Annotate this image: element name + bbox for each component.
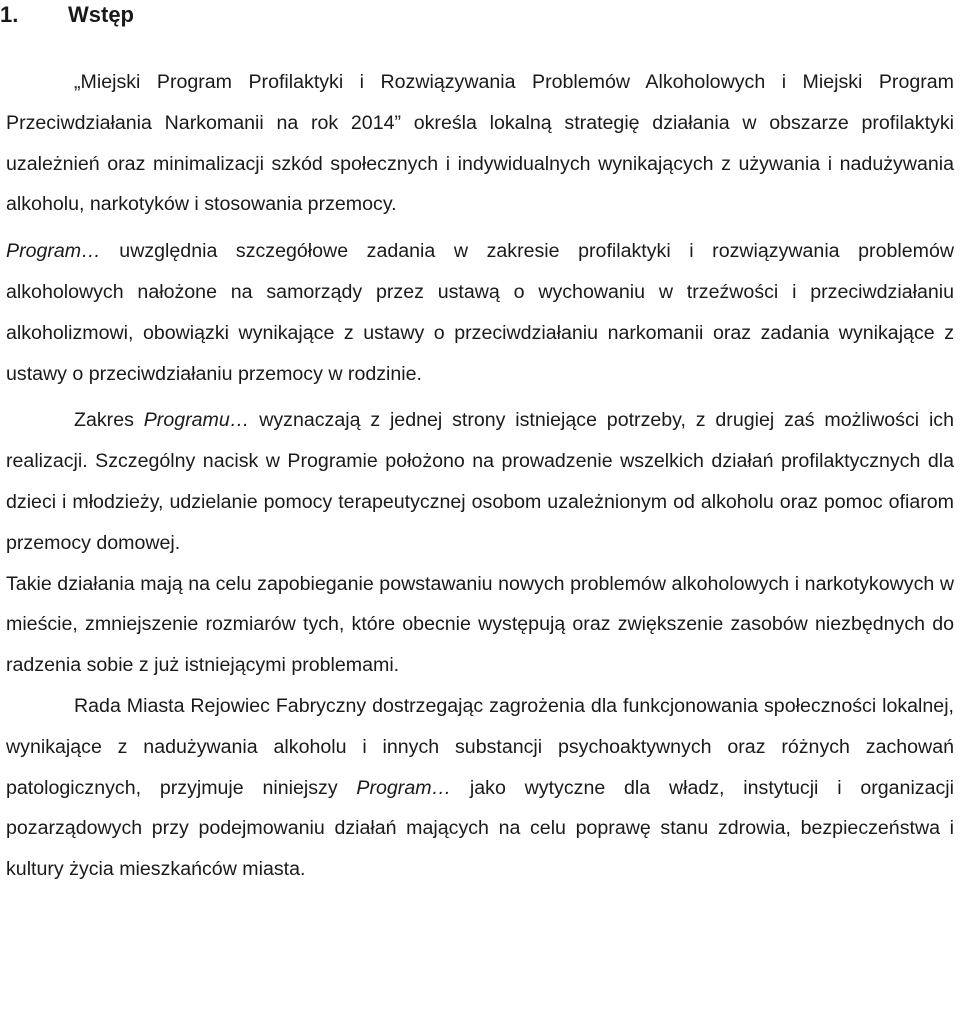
paragraph-goals xyxy=(6,564,954,686)
program-italic-lead: Program… xyxy=(6,240,101,263)
paragraph-intro-text: „Miejski Program Profilaktyki i Rozwiązywania Problemów Alkoholowych i Miejski Program Przeciwdziałania Narkomanii na rok 2014” określa lokalną strategię działania w obszarze profilaktyki uzależnień oraz minimalizacji szkód społecznych i indywidualnych wynikających z używania i nadużywania alkoholu, narkotyków i stosowania przemocy. xyxy=(6,71,954,216)
paragraph-range-after: wyznaczają z jednej strony istniejące potrzeby, z drugiej zaś możliwości ich realizacji. Szczególny nacisk w Programie położono na prowadzenie wszelkich działań profilaktycznych dla dzieci i młodzieży, udzielanie pomocy terapeutycznej osobom uzależnionym od alkoholu oraz pomoc ofiarom przemocy domowej. xyxy=(6,409,955,554)
paragraph-council xyxy=(6,686,954,890)
paragraph-council-after: jako wytyczne dla władz, instytucji i organizacji pozarządowych przy podejmowaniu działań mających na celu poprawę stanu zdrowia, bezpieczeństwa i kultury życia mieszkańców miasta. xyxy=(6,776,954,881)
paragraph-program-scope-text: uwzględnia szczegółowe zadania w zakresie profilaktyki i rozwiązywania problemów alkoholowych nałożone na samorządy przez ustawą o wychowaniu w trzeźwości i przeciwdziałaniu alkoholizmowi, obowiązki wynikające z ustawy o przeciwdziałaniu narkomanii oraz zadania wynikające z ustawy o przeciwdziałaniu przemocy w rodzinie. xyxy=(6,240,954,385)
programu-italic: Programu… xyxy=(143,409,250,432)
paragraph-goals-text: Takie działania mają na celu zapobieganie powstawaniu nowych problemów alkoholowych i narkotykowych w mieście, zmniejszenie rozmiarów tych, które obecnie występują oraz zwiększenie zasobów niezbędnych do radzenia sobie z już istniejącymi problemami. xyxy=(6,572,954,677)
paragraph-council-before: Rada Miasta Rejowiec Fabryczny dostrzegając zagrożenia dla funkcjonowania społeczności lokalnej, wynikające z nadużywania alkoholu i innych substancji psychoaktywnych oraz różnych zachowań patologicznych, przyjmuje niniejszy xyxy=(6,694,954,799)
section-heading xyxy=(0,0,954,29)
paragraph-intro xyxy=(6,62,954,225)
paragraph-range-before: Zakres xyxy=(74,409,144,432)
paragraph-range xyxy=(6,400,954,563)
program-italic-council: Program… xyxy=(356,776,452,799)
paragraph-program-scope xyxy=(6,231,954,394)
section-number: 1. xyxy=(0,2,19,27)
section-title: Wstęp xyxy=(68,2,134,27)
